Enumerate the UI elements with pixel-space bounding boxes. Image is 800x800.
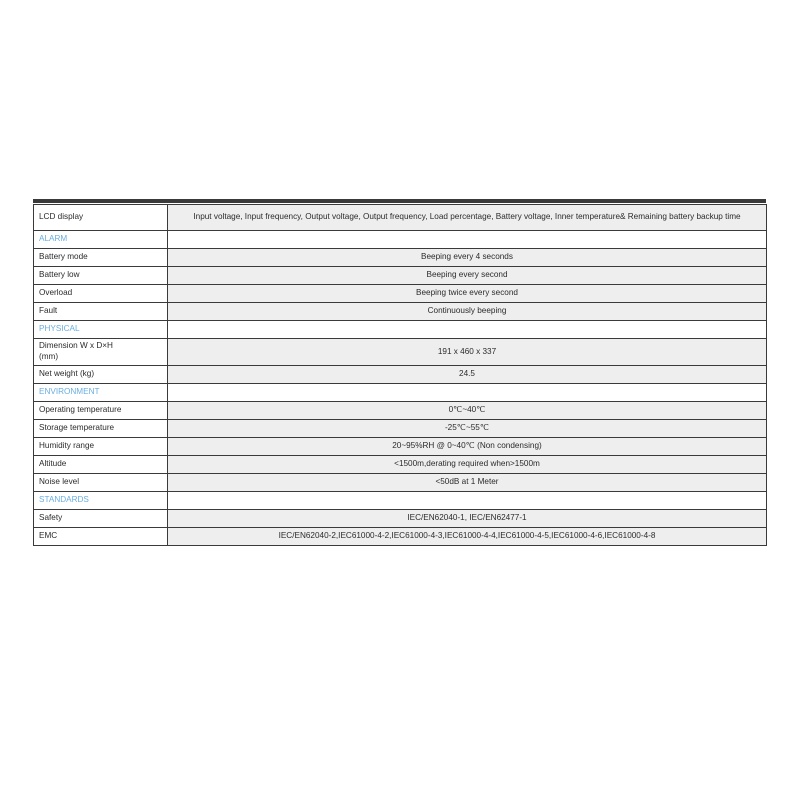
row-label-cell: Dimension W x D×H (mm) [34,339,168,366]
table-row [34,205,767,231]
row-label-secondary-line: (mm) [39,352,59,361]
table-row [34,438,767,456]
row-label-cell: Safety [34,510,168,528]
table-row [34,492,767,510]
section-heading-cell: ALARM [34,231,168,249]
table-row [34,303,767,321]
row-label-cell: Overload [34,285,168,303]
row-label-cell: Operating temperature [34,402,168,420]
row-label-cell: EMC [34,528,168,546]
row-label-cell: LCD display [34,205,168,231]
row-value-cell: 20~95%RH @ 0~40℃ (Non condensing) [168,438,767,456]
specification-table-body [34,205,767,546]
row-value-cell: IEC/EN62040-2,IEC61000-4-2,IEC61000-4-3,IEC61000-4-4,IEC61000-4-5,IEC61000-4-6,IEC61000-4-8 [168,528,767,546]
row-label-cell: Humidity range [34,438,168,456]
row-value-cell [168,231,767,249]
section-heading-cell: PHYSICAL [34,321,168,339]
row-value-cell [168,321,767,339]
table-row [34,285,767,303]
table-row [34,231,767,249]
row-label-cell: Storage temperature [34,420,168,438]
row-label-cell: Battery mode [34,249,168,267]
table-row [34,510,767,528]
row-label-cell: Battery low [34,267,168,285]
row-value-cell: 24.5 [168,366,767,384]
row-value-cell: Beeping twice every second [168,285,767,303]
specification-table [33,204,767,546]
section-heading-cell: ENVIRONMENT [34,384,168,402]
table-row [34,249,767,267]
table-row [34,384,767,402]
table-row [34,366,767,384]
row-value-cell: <50dB at 1 Meter [168,474,767,492]
table-row [34,456,767,474]
row-label-cell: Net weight (kg) [34,366,168,384]
row-value-cell: -25℃~55℃ [168,420,767,438]
row-value-cell [168,492,767,510]
row-label-cell: Fault [34,303,168,321]
table-row [34,474,767,492]
table-row [34,267,767,285]
section-heading-cell: STANDARDS [34,492,168,510]
table-row [34,402,767,420]
row-value-cell: IEC/EN62040-1, IEC/EN62477-1 [168,510,767,528]
row-value-cell: <1500m,derating required when>1500m [168,456,767,474]
row-value-cell: 0℃~40℃ [168,402,767,420]
row-label-cell: Noise level [34,474,168,492]
row-label-cell: Altitude [34,456,168,474]
table-row [34,321,767,339]
table-row [34,420,767,438]
specification-sheet [33,199,766,546]
row-value-cell: 191 x 460 x 337 [168,339,767,366]
table-row [34,339,767,366]
row-value-cell: Beeping every 4 seconds [168,249,767,267]
row-value-cell [168,384,767,402]
row-value-cell: Continuously beeping [168,303,767,321]
row-value-cell: Beeping every second [168,267,767,285]
row-value-cell: Input voltage, Input frequency, Output voltage, Output frequency, Load percentage, Battery voltage, Inner temperature& Remaining battery backup time [168,205,767,231]
top-rule-divider [33,199,766,203]
table-row [34,528,767,546]
